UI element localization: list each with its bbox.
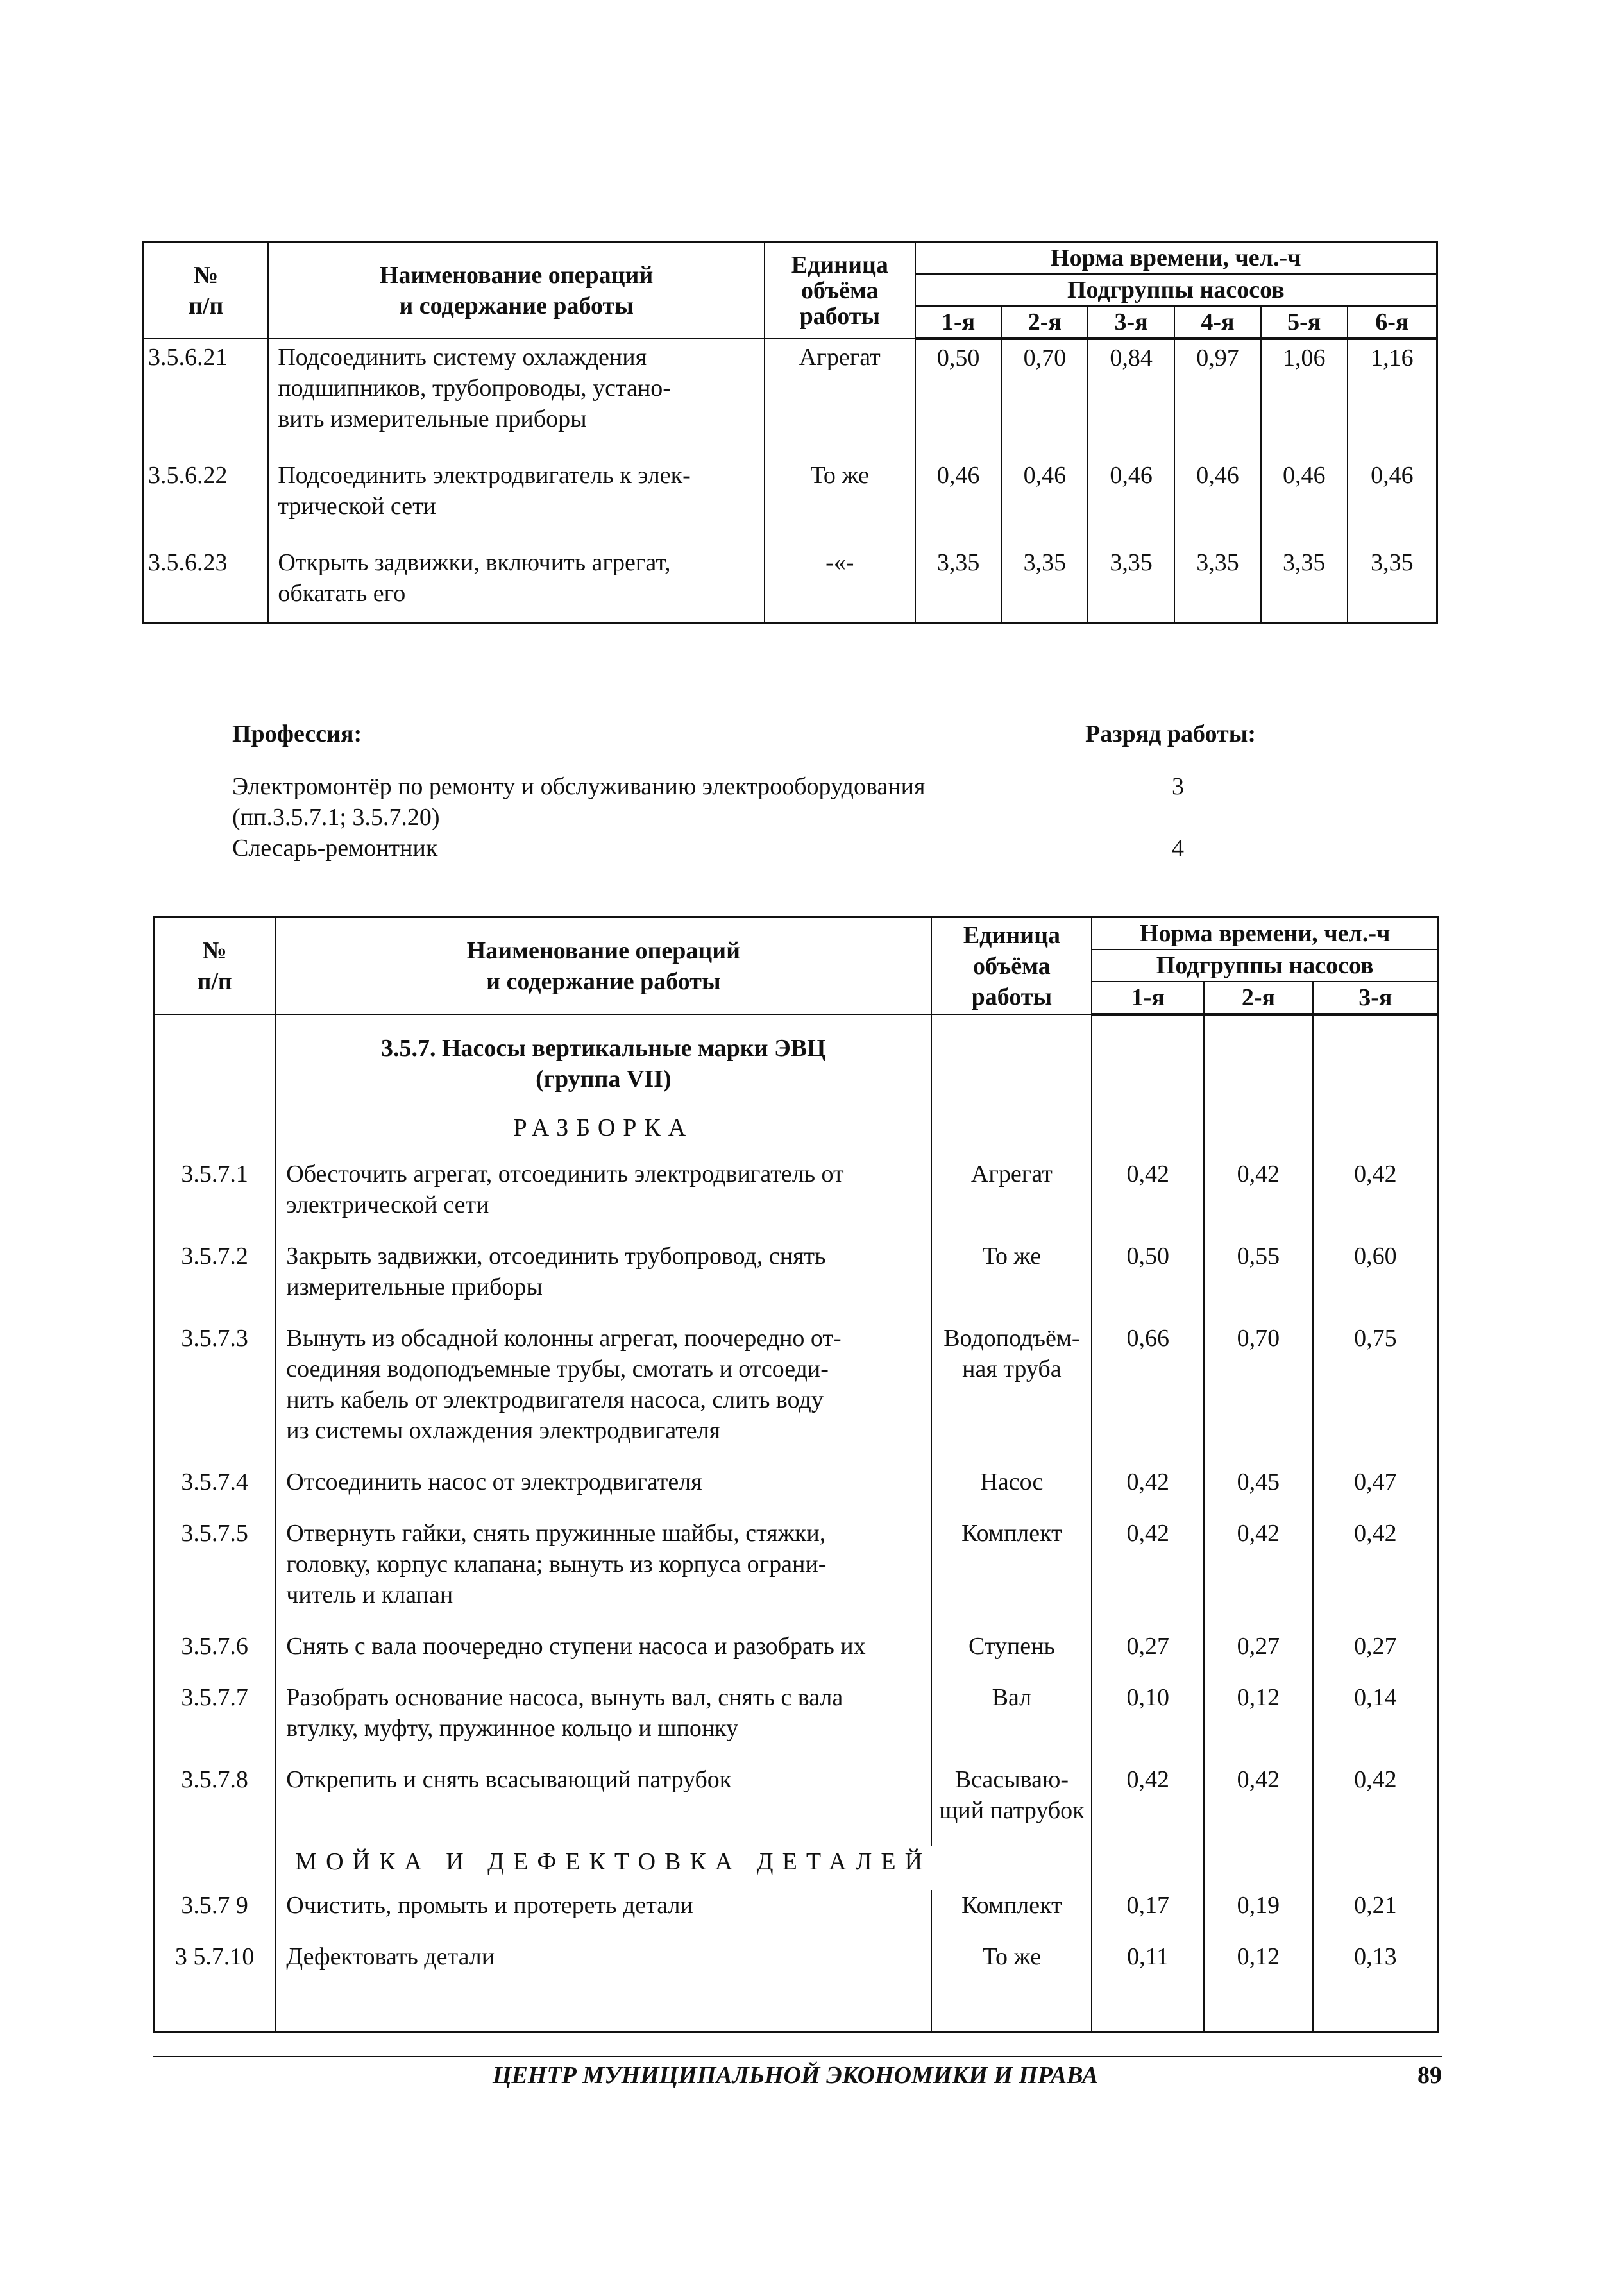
header-subgroups: Подгруппы насосов [1092, 949, 1438, 982]
norm-value: 3,35 [1088, 545, 1174, 623]
table-row [154, 1890, 1439, 1941]
norm-value: 0,42 [1313, 1518, 1439, 1631]
unit-cell: Комплект [931, 1518, 1092, 1631]
operation-text: Очистить, промыть и протереть детали [275, 1890, 931, 1941]
unit-cell: Комплект [931, 1890, 1092, 1941]
unit-cell: Ступень [931, 1631, 1092, 1682]
row-number: 3.5.7.2 [154, 1241, 276, 1323]
grade-value: 3 [1172, 773, 1184, 800]
norm-value: 0,27 [1092, 1631, 1204, 1682]
norm-value: 0,17 [1092, 1890, 1204, 1941]
row-number: 3.5.7.1 [154, 1159, 276, 1241]
norm-value: 0,42 [1092, 1764, 1204, 1846]
table-row [154, 1518, 1439, 1631]
operation-text: Подсоединить электродвигатель к элек- трической сети [268, 457, 765, 545]
row-number: 3.5.6.21 [144, 339, 269, 457]
operation-text: Закрыть задвижки, отсоединить трубопровод, снять измерительные приборы [275, 1241, 931, 1323]
operation-text: Открыть задвижки, включить агрегат, обкатать его [268, 545, 765, 623]
subsection-disassembly: РАЗБОРКА [513, 1114, 694, 1141]
header-name: Наименование операций и содержание работы [268, 242, 765, 339]
norm-value: 0,47 [1313, 1467, 1439, 1518]
unit-cell: То же [765, 457, 915, 545]
header-name: Наименование операций и содержание работы [275, 917, 931, 1015]
subgroup-col-2: 2-я [1001, 306, 1088, 339]
row-number: 3.5.7.8 [154, 1764, 276, 1846]
norm-value: 0,42 [1204, 1518, 1313, 1631]
norm-value: 0,19 [1204, 1890, 1313, 1941]
unit-cell: Вал [931, 1682, 1092, 1764]
norm-value: 3,35 [1174, 545, 1261, 623]
unit-cell: То же [931, 1241, 1092, 1323]
header-unit: Единица объёма работы [765, 242, 915, 339]
norm-value: 0,42 [1092, 1467, 1204, 1518]
profession-block: Профессия: Разряд работы: Электромонтёр по ремонту и обслуживанию электрооборудования 3 (пп.3.5.7.1; 3.5.7.20) Слесарь-ремонтник 4 [232, 719, 1323, 864]
subgroup-col-4: 4-я [1174, 306, 1261, 339]
subgroup-col-6: 6-я [1348, 306, 1437, 339]
norm-value: 0,27 [1204, 1631, 1313, 1682]
operation-text: Дефектовать детали [275, 1941, 931, 1993]
footer-organization: ЦЕНТР МУНИЦИПАЛЬНОЙ ЭКОНОМИКИ И ПРАВА [493, 2062, 1099, 2089]
norm-value: 0,46 [1348, 457, 1437, 545]
table-row [154, 1764, 1439, 1846]
header-subgroups: Подгруппы насосов [915, 274, 1437, 306]
norm-value: 0,75 [1313, 1323, 1439, 1467]
norm-value: 0,14 [1313, 1682, 1439, 1764]
section-title-row [154, 1014, 1439, 1159]
norm-value: 0,84 [1088, 339, 1174, 457]
norm-value: 0,12 [1204, 1941, 1313, 1993]
header-norm: Норма времени, чел.-ч [915, 242, 1437, 275]
operation-text: Вынуть из обсадной колонны агрегат, поочередно от- соединяя водоподъемные трубы, смотать и отсоеди- нить кабель от электродвигателя насоса, слить воду из системы охлаждения электродвигателя [275, 1323, 931, 1467]
table-row [154, 1241, 1439, 1323]
header-unit: Единица объёма работы [931, 917, 1092, 1015]
norm-value: 0,97 [1174, 339, 1261, 457]
row-number: 3.5.7.4 [154, 1467, 276, 1518]
norm-value: 0,60 [1313, 1241, 1439, 1323]
norm-value: 3,35 [1261, 545, 1348, 623]
unit-cell: Водоподъём- ная труба [931, 1323, 1092, 1467]
norm-value: 0,42 [1204, 1764, 1313, 1846]
norm-value: 0,46 [1088, 457, 1174, 545]
norm-value: 0,12 [1204, 1682, 1313, 1764]
subgroup-col-5: 5-я [1261, 306, 1348, 339]
section-title: 3.5.7. Насосы вертикальные марки ЭВЦ (группа VII) РАЗБОРКА [275, 1014, 931, 1159]
subgroup-col-1: 1-я [1092, 982, 1204, 1014]
row-number: 3.5.7.5 [154, 1518, 276, 1631]
header-num: № п/п [144, 242, 269, 339]
row-number: 3.5.6.22 [144, 457, 269, 545]
table-row [144, 339, 1437, 457]
footer-rule [153, 2056, 1442, 2057]
norm-value: 3,35 [915, 545, 1002, 623]
subgroup-col-1: 1-я [915, 306, 1002, 339]
norm-value: 0,42 [1092, 1159, 1204, 1241]
norms-table-1 [142, 241, 1438, 624]
operation-text: Отвернуть гайки, снять пружинные шайбы, стяжки, головку, корпус клапана; вынуть из корпуса ограни- читель и клапан [275, 1518, 931, 1631]
subgroup-col-3: 3-я [1313, 982, 1439, 1014]
norm-value: 1,06 [1261, 339, 1348, 457]
norm-value: 0,45 [1204, 1467, 1313, 1518]
table-row [144, 457, 1437, 545]
page-number: 89 [1417, 2062, 1442, 2089]
unit-cell: -«- [765, 545, 915, 623]
table-row [154, 1323, 1439, 1467]
norm-value: 0,70 [1204, 1323, 1313, 1467]
profession-heading: Профессия: [232, 720, 362, 747]
operation-text: Снять с вала поочередно ступени насоса и разобрать их [275, 1631, 931, 1682]
norm-value: 0,42 [1313, 1159, 1439, 1241]
norm-value: 0,42 [1204, 1159, 1313, 1241]
norm-value: 0,42 [1313, 1764, 1439, 1846]
norm-value: 0,11 [1092, 1941, 1204, 1993]
norm-value: 0,46 [1174, 457, 1261, 545]
unit-cell: То же [931, 1941, 1092, 1993]
norm-value: 0,46 [915, 457, 1002, 545]
operation-text: Подсоединить систему охлаждения подшипников, трубопроводы, устано- вить измерительные приборы [268, 339, 765, 457]
row-number: 3.5.7.7 [154, 1682, 276, 1764]
norm-value: 1,16 [1348, 339, 1437, 457]
row-number: 3.5.7 9 [154, 1890, 276, 1941]
norm-value: 0,50 [915, 339, 1002, 457]
unit-cell: Всасываю- щий патрубок [931, 1764, 1092, 1846]
operation-text: Разобрать основание насоса, вынуть вал, снять с вала втулку, муфту, пружинное кольцо и шпонку [275, 1682, 931, 1764]
norm-value: 0,27 [1313, 1631, 1439, 1682]
operation-text: Отсоединить насос от электродвигателя [275, 1467, 931, 1518]
table-1-header [144, 242, 1437, 339]
operation-text: Обесточить агрегат, отсоединить электродвигатель от электрической сети [275, 1159, 931, 1241]
table-row [154, 1941, 1439, 1993]
norm-value: 0,50 [1092, 1241, 1204, 1323]
table-row [154, 1159, 1439, 1241]
subgroup-col-2: 2-я [1204, 982, 1313, 1014]
footer [153, 2061, 1442, 2093]
header-norm: Норма времени, чел.-ч [1092, 917, 1438, 950]
norm-value: 0,70 [1001, 339, 1088, 457]
norm-value: 3,35 [1348, 545, 1437, 623]
subsection-row [154, 1846, 1439, 1890]
row-number: 3 5.7.10 [154, 1941, 276, 1993]
grade-heading: Разряд работы: [1085, 720, 1256, 747]
norm-value: 0,42 [1092, 1518, 1204, 1631]
header-num: № п/п [154, 917, 276, 1015]
norm-value: 0,55 [1204, 1241, 1313, 1323]
unit-cell: Агрегат [931, 1159, 1092, 1241]
profession-item: Электромонтёр по ремонту и обслуживанию электрооборудования 3 [232, 771, 1323, 802]
table-2-header [154, 917, 1439, 1015]
norm-value: 0,13 [1313, 1941, 1439, 1993]
subgroup-col-3: 3-я [1088, 306, 1174, 339]
norm-value: 0,46 [1001, 457, 1088, 545]
norm-value: 0,21 [1313, 1890, 1439, 1941]
grade-value: 4 [1172, 835, 1184, 862]
profession-item: Слесарь-ремонтник 4 [232, 833, 1323, 864]
table-row [154, 1631, 1439, 1682]
unit-cell: Насос [931, 1467, 1092, 1518]
operation-text: Открепить и снять всасывающий патрубок [275, 1764, 931, 1846]
table-row [144, 545, 1437, 623]
norm-value: 0,10 [1092, 1682, 1204, 1764]
table-row [154, 1682, 1439, 1764]
row-number: 3.5.6.23 [144, 545, 269, 623]
table-2-body [154, 1014, 1439, 2032]
subsection-washing: МОЙКА И ДЕФЕКТОВКА ДЕТАЛЕЙ [275, 1846, 1092, 1890]
norm-value: 0,46 [1261, 457, 1348, 545]
unit-cell: Агрегат [765, 339, 915, 457]
row-number: 3.5.7.6 [154, 1631, 276, 1682]
norms-table-2 [153, 916, 1439, 2033]
row-number: 3.5.7.3 [154, 1323, 276, 1467]
table-row [154, 1467, 1439, 1518]
table-1-body [144, 339, 1437, 623]
norm-value: 3,35 [1001, 545, 1088, 623]
norm-value: 0,66 [1092, 1323, 1204, 1467]
